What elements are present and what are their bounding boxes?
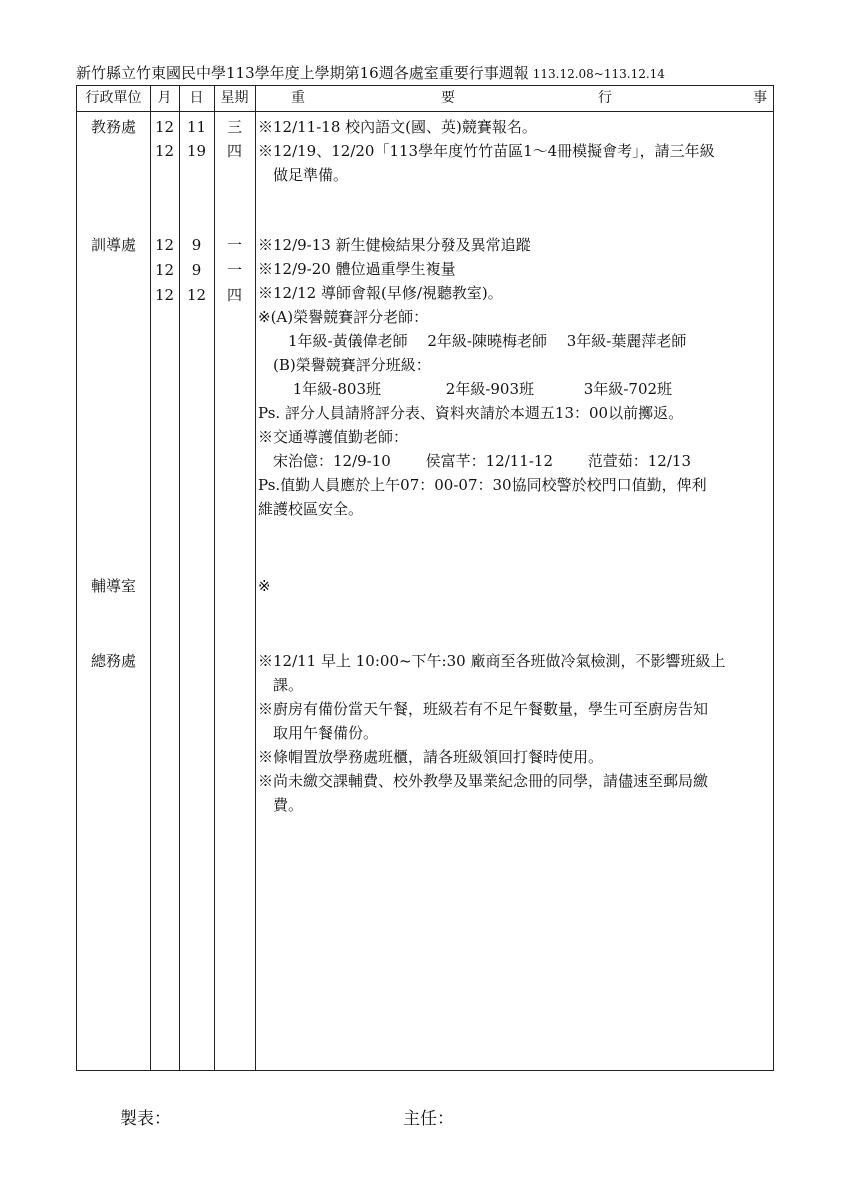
guidance-content [258, 574, 772, 598]
academic-line-1: ※12/11-18 校內語文(國、英)競賽報名。 [258, 118, 537, 136]
general-content [258, 649, 772, 817]
general-line-4: 取用午餐備份。 [258, 724, 379, 742]
discipline-line-5: 1年級-黃儀偉老師 2年級-陳曉梅老師 3年級-葉麗萍老師 [258, 332, 687, 350]
dept-discipline: 訓導處 [90, 236, 136, 254]
discipline-line-6: (B)榮譽競賽評分班級： [258, 356, 431, 374]
discipline-row2-weekday: 一 [226, 261, 242, 279]
footer-maker: 製表： [120, 1109, 171, 1129]
schedule-table [76, 85, 774, 1071]
header-content-char-2: 要 [441, 90, 455, 106]
general-line-3: ※廚房有備份當天午餐，班級若有不足午餐數量，學生可至廚房告知 [258, 700, 709, 718]
discipline-row3-day: 12 [186, 286, 207, 304]
discipline-line-11: Ps.值勤人員應於上午07：00-07：30協同校警於校門口值勤，俾利 [258, 476, 707, 494]
discipline-line-9: ※交通導護值勤老師： [258, 428, 409, 446]
header-content-char-4: 事 [753, 90, 767, 106]
header-content-char-1: 重 [291, 90, 305, 106]
general-line-1: ※12/11 早上 10:00~下午:30 廠商至各班做冷氣檢測，不影響班級上 [258, 652, 726, 670]
report-date-range: 113.12.08~113.12.14 [532, 67, 665, 81]
discipline-line-8: Ps. 評分人員請將評分表、資料夾請於本週五13：00以前擲返。 [258, 404, 684, 422]
header-dept: 行政單位 [85, 90, 142, 106]
academic-row1-month: 12 [154, 118, 175, 136]
discipline-line-10: 宋治億：12/9-10 侯富芊：12/11-12 范萱茹：12/13 [258, 452, 691, 470]
discipline-row1-day: 9 [191, 236, 202, 254]
academic-row1-day: 11 [186, 118, 207, 136]
academic-row2-day: 19 [186, 142, 207, 160]
general-line-2: 課。 [258, 676, 304, 694]
discipline-row3-month: 12 [154, 286, 175, 304]
discipline-row1-weekday: 一 [226, 236, 242, 254]
academic-line-3: 做足準備。 [258, 166, 349, 184]
academic-row1-weekday: 三 [226, 118, 242, 136]
header-weekday: 星期 [220, 90, 249, 106]
report-title-main: 新竹縣立竹東國民中學113學年度上學期第16週各處室重要行事週報 [76, 64, 529, 82]
report-title [76, 62, 776, 83]
discipline-line-12: 維護校區安全。 [258, 500, 364, 518]
general-line-6: ※尚未繳交課輔費、校外教學及畢業紀念冊的同學，請儘速至郵局繳 [258, 772, 709, 790]
discipline-row2-month: 12 [154, 261, 175, 279]
discipline-row3-weekday: 四 [226, 286, 242, 304]
discipline-line-2: ※12/9-20 體位過重學生複量 [258, 260, 456, 278]
general-line-5: ※條帽置放學務處班櫃，請各班級領回打餐時使用。 [258, 748, 604, 766]
header-content-char-3: 行 [598, 90, 612, 106]
header-day: 日 [189, 90, 204, 106]
general-line-7: 費。 [258, 796, 304, 814]
dept-academic: 教務處 [90, 118, 136, 136]
discipline-row1-month: 12 [154, 236, 175, 254]
dept-general: 總務處 [90, 652, 136, 670]
academic-content [258, 115, 772, 187]
academic-row2-weekday: 四 [226, 142, 242, 160]
discipline-line-4: ※(A)榮譽競賽評分老師： [258, 308, 429, 326]
discipline-content [258, 233, 772, 521]
discipline-line-3: ※12/12 導師會報(早修/視聽教室)。 [258, 284, 503, 302]
guidance-line-1: ※ [258, 577, 271, 595]
header-month: 月 [157, 90, 172, 106]
discipline-line-7: 1年級-803班 2年級-903班 3年級-702班 [258, 380, 673, 398]
academic-row2-month: 12 [154, 142, 175, 160]
academic-line-2: ※12/19、12/20「113學年度竹竹苗區1～4冊模擬會考」，請三年級 [258, 142, 715, 160]
footer-director: 主任： [403, 1109, 454, 1129]
dept-guidance: 輔導室 [90, 577, 136, 595]
discipline-line-1: ※12/9-13 新生健檢結果分發及異常追蹤 [258, 236, 531, 254]
discipline-row2-day: 9 [191, 261, 202, 279]
